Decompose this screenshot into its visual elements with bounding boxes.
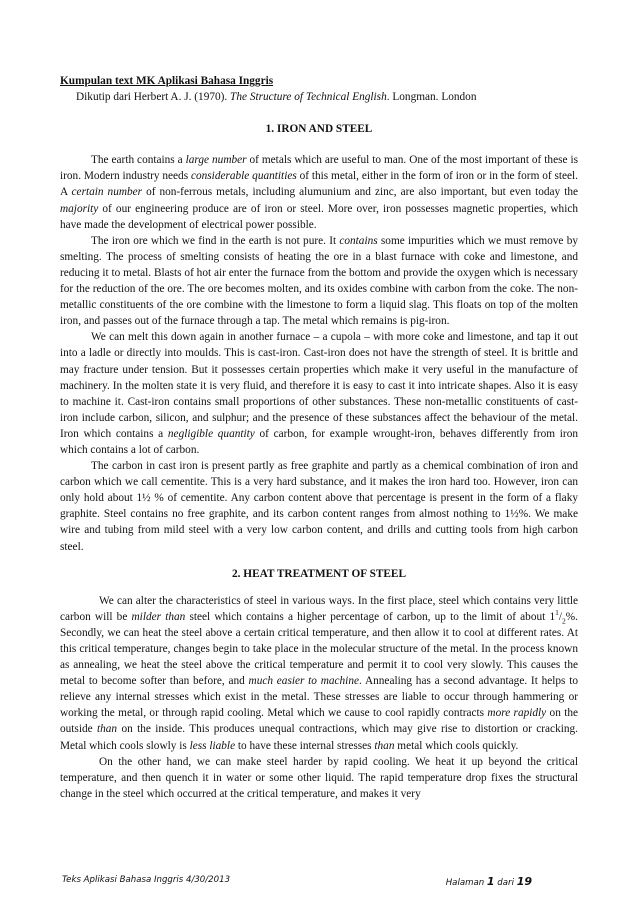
footer-doc-info: Teks Aplikasi Bahasa Inggris 4/30/2013 (62, 875, 231, 885)
paragraph-1-2: The iron ore which we find in the earth is not pure. It contains some impurities which we must remove by smelting. The process of smelting consists of heating the ore in a blast furnace with coke and limestone, and reducing it to metal. Blasts of hot air enter the furnace from the bottom and provide the oxygen which is necessary for the reduction of the ore. The ore becomes molten, and its oxides combine with carbon from the coke. The non-metallic constituents of the ore combine with the limestone to form a liquid slag. This floats on top of the molten iron, and passes out of the furnace through a tap. The metal which remains is pig-iron. (60, 234, 578, 328)
document-title: Kumpulan text MK Aplikasi Bahasa Inggris (60, 75, 274, 87)
page-content (60, 73, 578, 802)
paragraph-1-1: The earth contains a large number of metals which are useful to man. One of the most important of these is iron. Modern industry needs considerable quantities of this metal, either in the form of iron or in the form of steel. A certain number of non-ferrous metals, including alumunium and zinc, are also important, but even today the majority of our engineering produce are of iron or steel. More over, iron possesses magnetic properties, which have made the development of electrical power possible. (60, 154, 578, 231)
section-title-iron-and-steel: 1. IRON AND STEEL (265, 123, 373, 136)
paragraph-2-1: We can alter the characteristics of steel in various ways. In the first place, steel which contains very little carbon will be milder than steel which contains a higher percentage of carbon, up to the limit of about $1^1/_2\%$. Secondly, we can heat the steel above a certain critical temperature, and then allow it to cool at different rates. At this critical temperature, changes begin to take place in the molecular structure of the metal. In the process known as annealing, we heat the steel above the critical temperature and permit it to cool very slowly. This causes the metal to become softer than before, and much easier to machine. Annealing has a second advantage. It helps to relieve any internal stresses which exist in the metal. These stresses are liable to occur through hammering or working the metal, or through rapid cooling. Metal which we cause to cool rapidly contracts more rapidly on the outside than on the inside. This produces unequal contractions, which may give rise to distortion or cracking. Metal which cools slowly is less liable to have these internal stresses than metal which cools quickly. (60, 594, 579, 752)
source-citation: Dikutip dari Herbert A. J. (1970). The Structure of Technical English. Longman. London (76, 91, 477, 104)
paragraph-2-2: On the other hand, we can make steel harder by rapid cooling. We heat it up beyond the critical temperature, and then quench it in water or some other liquid. The rapid temperature drop fixes the structural change in the steel which occurred at the critical temperature, and makes it very (60, 755, 578, 800)
footer-page-number: Halaman 1 dari 19 (445, 875, 532, 888)
paragraph-1-4: The carbon in cast iron is present partly as free graphite and partly as a chemical combination of iron and carbon which we call cementite. This is a very hard substance, and it makes the iron hard too. However, iron can only hold about 1½ % of cementite. Any carbon content above that percentage is present in the form of a flaky graphite. Steel contains no free graphite, and its carbon content ranges from almost nothing to 1½%. We make wire and tubing from mild steel with a very low carbon content, and drills and cutting tools from high carbon steel. (60, 460, 578, 553)
section-title-heat-treatment: 2. HEAT TREATMENT OF STEEL (232, 567, 406, 580)
paragraph-1-3: We can melt this down again in another furnace – a cupola – with more coke and limestone, and tap it out into a ladle or directly into moulds. This is cast-iron. Cast-iron does not have the strength of steel. It is brittle and may fracture under tension. But it possesses certain properties which make it very useful in the manufacture of machinery. In the molten state it is very fluid, and therefore it is easy to cast it into intricate shapes. Also it is easy to machine it. Cast-iron contains small proportions of other substances. These non-metallic constituents of cast-iron include carbon, silicon, and sulphur; and the presence of these substances affect the behaviour of the metal. Iron which contains a negligible quantity of carbon, for example wrought-iron, behaves differently from iron which contains a lot of carbon. (60, 331, 578, 456)
